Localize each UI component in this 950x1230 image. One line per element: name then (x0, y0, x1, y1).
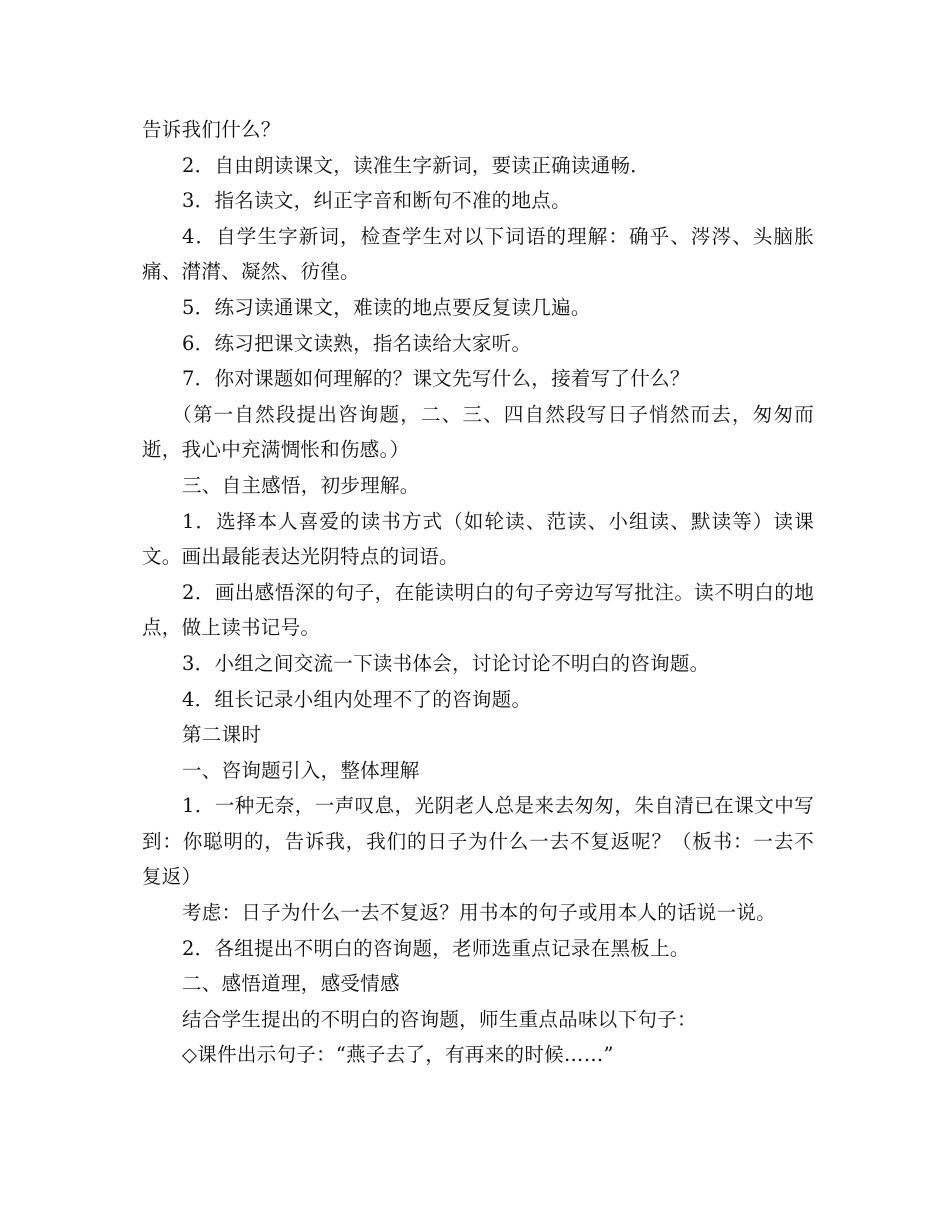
paragraph: 4．组长记录小组内处理不了的咨询题。 (181, 687, 532, 711)
paragraph: 2．画出感悟深的句子，在能读明白的句子旁边写写批注。读不明白的地点，做上读书记号。 (142, 580, 814, 640)
paragraph: 1．一种无奈，一声叹息，光阴老人总是来去匆匆，朱自清已在课文中写到：你聪明的，告诉我，我们的日子为什么一去不复返呢？（板书：一去不复返） (142, 794, 814, 889)
document-body (142, 112, 814, 1073)
paragraph: 5．练习读通课文，难读的地点要反复读几遍。 (181, 295, 591, 319)
paragraph: 4．自学生字新词，检查学生对以下词语的理解：确乎、涔涔、头脑胀痛、潸潸、凝然、彷徨。 (142, 224, 814, 284)
paragraph: 2．自由朗读课文，读准生字新词，要读正确读通畅． (181, 153, 651, 177)
paragraph: 3．指名读文，纠正字音和断句不准的地点。 (181, 189, 571, 213)
paragraph: 2．各组提出不明白的咨询题，老师选重点记录在黑板上。 (181, 936, 690, 960)
paragraph: 结合学生提出的不明白的咨询题，师生重点品味以下句子： (181, 1007, 697, 1031)
paragraph: 7．你对课题如何理解的？课文先写什么，接着写了什么？ (181, 367, 690, 391)
section-heading: 二、感悟道理，感受情感 (181, 972, 400, 996)
paragraph: （第一自然段提出咨询题，二、三、四自然段写日子悄然而去，匆匆而逝，我心中充满惆怅和伤感。） (142, 402, 814, 462)
section-heading: 三、自主感悟，初步理解。 (181, 473, 420, 497)
section-heading: 一、咨询题引入，整体理解 (181, 758, 420, 782)
paragraph: 告诉我们什么？ (142, 118, 281, 141)
paragraph: 考虑：日子为什么一去不复返？用书本的句子或用本人的话说一说。 (181, 901, 776, 925)
section-heading: 第二课时 (181, 723, 262, 747)
paragraph: ◇课件出示句子：“燕子去了，有再来的时候……” (181, 1043, 614, 1067)
paragraph: 6．练习把课文读熟，指名读给大家听。 (181, 331, 532, 355)
paragraph: 3．小组之间交流一下读书体会，讨论讨论不明白的咨询题。 (181, 651, 710, 675)
paragraph: 1．选择本人喜爱的读书方式（如轮读、范读、小组读、默读等）读课文。画出最能表达光阴特点的词语。 (142, 509, 814, 569)
